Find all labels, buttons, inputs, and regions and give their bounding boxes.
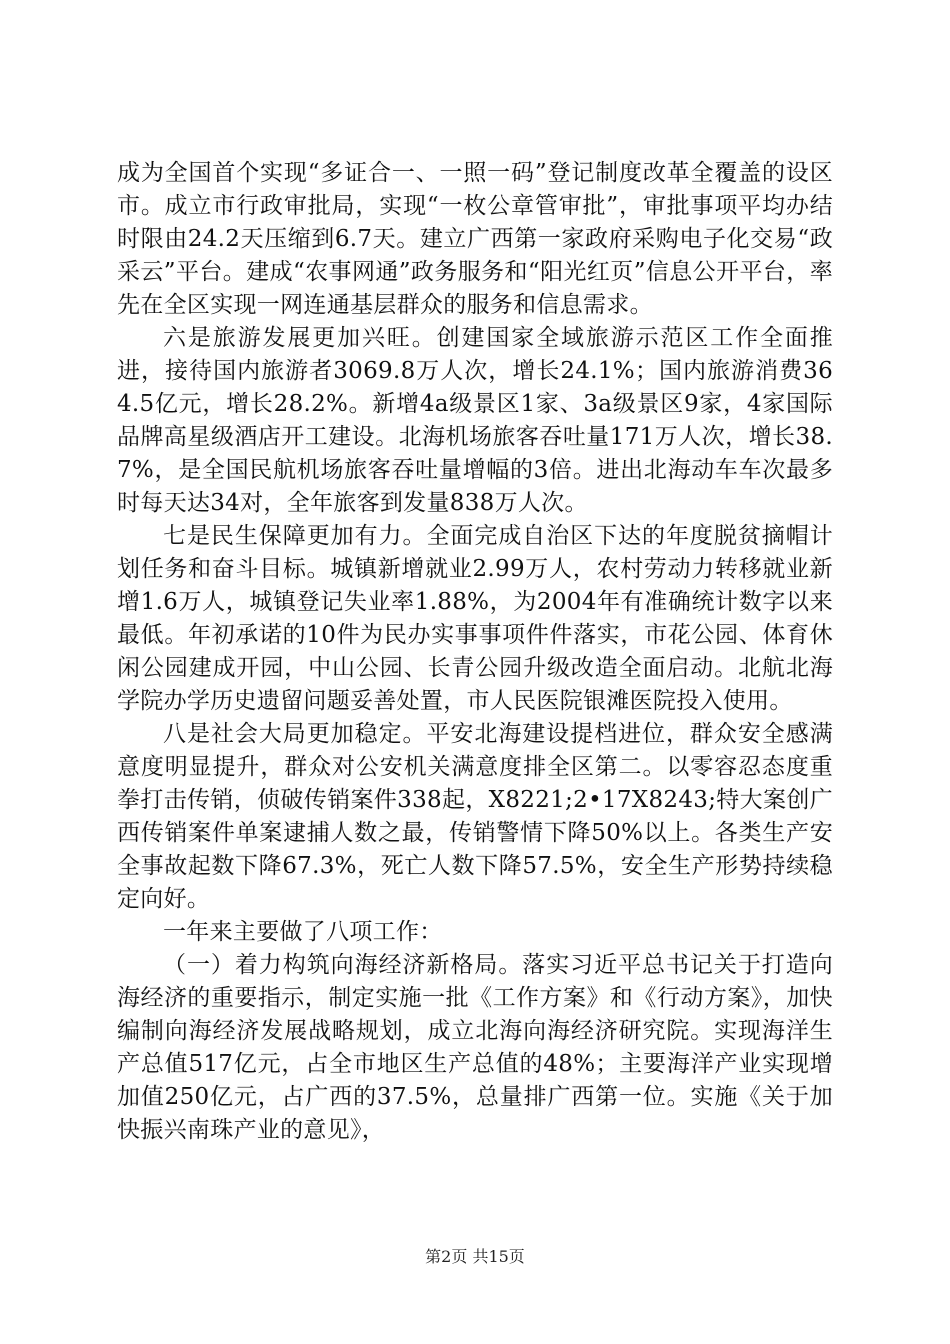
paragraph-livelihood: 七是民生保障更加有力。全面完成自治区下达的年度脱贫摘帽计划任务和奋斗目标。城镇新增就业2.99万人，农村劳动力转移就业新增1.6万人，城镇登记失业率1.88%，为2004年有准确统计数字以来最低。年初承诺的10件为民办实事事项件件落实，市花公园、体育休闲公园建成开园，中山公园、长青公园升级改造全面启动。北航北海学院办学历史遗留问题妥善处置，市人民医院银滩医院投入使用。 bbox=[117, 523, 833, 714]
page-footer bbox=[0, 1247, 950, 1267]
paragraph-social-stability: 八是社会大局更加稳定。平安北海建设提档进位，群众安全感满意度明显提升，群众对公安机关满意度排全区第二。以零容忍态度重拳打击传销，侦破传销案件338起，X8221;2•17X8243;特大案创广西传销案件单案逮捕人数之最，传销警情下降50%以上。各类生产安全事故起数下降67.3%，死亡人数下降57.5%，安全生产形势持续稳定向好。 bbox=[117, 721, 833, 912]
page-number-label: 第2页 共15页 bbox=[425, 1247, 525, 1266]
paragraph-reform-continuation: 成为全国首个实现“多证合一、一照一码”登记制度改革全覆盖的设区市。成立市行政审批局，实现“一枚公章管审批”，审批事项平均办结时限由24.2天压缩到6.7天。建立广西第一家政府采购电子化交易“政采云”平台。建成“农事网通”政务服务和“阳光红页”信息公开平台，率先在全区实现一网连通基层群众的服务和信息需求。 bbox=[117, 160, 833, 318]
paragraph-tourism: 六是旅游发展更加兴旺。创建国家全域旅游示范区工作全面推进，接待国内旅游者3069.8万人次，增长24.1%；国内旅游消费364.5亿元，增长28.2%。新增4a级景区1家、3a级景区9家，4家国际品牌高星级酒店开工建设。北海机场旅客吞吐量171万人次，增长38.7%，是全国民航机场旅客吞吐量增幅的3倍。进出北海动车车次最多时每天达34对，全年旅客到发量838万人次。 bbox=[117, 325, 833, 516]
document-body bbox=[117, 157, 833, 1147]
paragraph-work-summary: 一年来主要做了八项工作： bbox=[163, 919, 443, 945]
paragraph-marine-economy: （一）着力构筑向海经济新格局。落实习近平总书记关于打造向海经济的重要指示，制定实施一批《工作方案》和《行动方案》，加快编制向海经济发展战略规划，成立北海向海经济研究院。实现海洋生产总值517亿元，占全市地区生产总值的48%；主要海洋产业实现增加值250亿元，占广西的37.5%，总量排广西第一位。实施《关于加快振兴南珠产业的意见》， bbox=[117, 952, 833, 1143]
